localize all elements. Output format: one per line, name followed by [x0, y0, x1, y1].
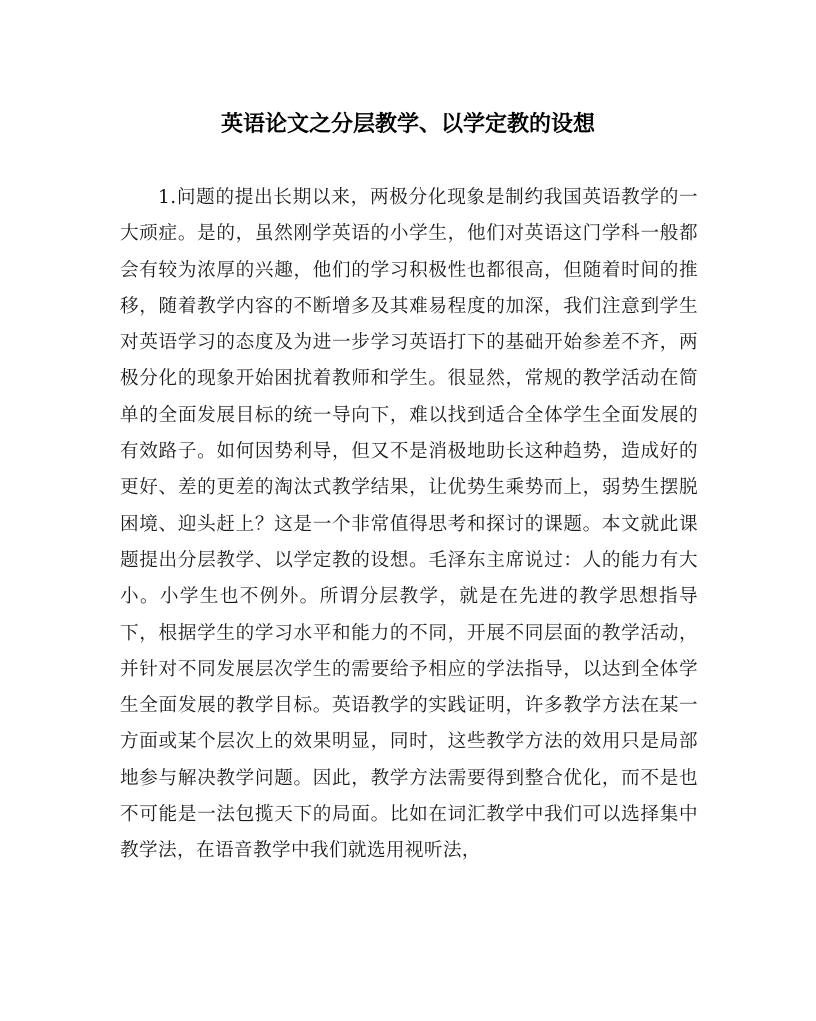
document-title: 英语论文之分层教学、以学定教的设想 — [220, 111, 595, 137]
body-paragraph: 1.问题的提出长期以来，两极分化现象是制约我国英语教学的一大顽症。是的，虽然刚学英语的小学生，他们对英语这门学科一般都会有较为浓厚的兴趣，他们的学习积极性也都很高，但随着时间的推移，随着教学内容的不断增多及其难易程度的加深，我们注意到学生对英语学习的态度及为进一步学习英语打下的基础开始参差不齐，两极分化的现象开始困扰着教师和学生。很显然，常规的教学活动在简单的全面发展目标的统一导向下，难以找到适合全体学生全面发展的有效路子。如何因势利导，但又不是消极地助长这种趋势，造成好的更好、差的更差的淘汰式教学结果，让优势生乘势而上，弱势生摆脱困境、迎头赶上？这是一个非常值得思考和探讨的课题。本文就此课题提出分层教学、以学定教的设想。毛泽东主席说过：人的能力有大小。小学生也不例外。所谓分层教学，就是在先进的教学思想指导下，根据学生的学习水平和能力的不同，开展不同层面的教学活动，并针对不同发展层次学生的需要给予相应的学法指导，以达到全体学生全面发展的教学目标。英语教学的实践证明，许多教学方法在某一方面或某个层次上的效果明显，同时，这些教学方法的效用只是局部地参与解决教学问题。因此，教学方法需要得到整合优化，而不是也不可能是一法包揽天下的局面。比如在词汇教学中我们可以选择集中教学法，在语音教学中我们就选用视听法， — [120, 187, 698, 862]
